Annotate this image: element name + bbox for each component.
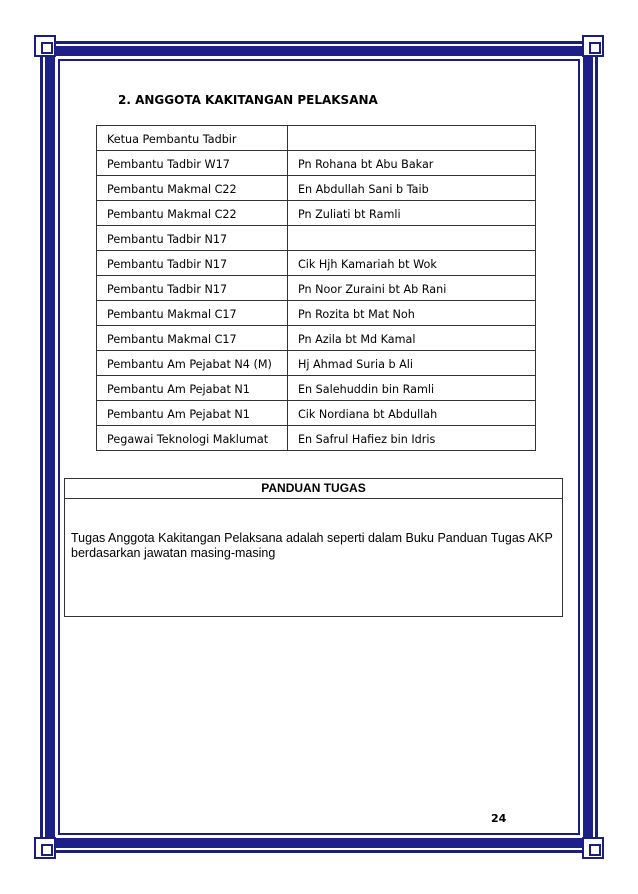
table-row	[97, 326, 536, 351]
corner-ornament-top-left	[34, 35, 56, 57]
section-title: 2. ANGGOTA KAKITANGAN PELAKSANA	[118, 93, 378, 107]
corner-ornament-top-right	[582, 35, 604, 57]
role-cell: Pembantu Makmal C17	[97, 301, 288, 326]
table-row	[97, 426, 536, 451]
name-cell: Pn Zuliati bt Ramli	[287, 201, 535, 226]
role-cell: Pembantu Makmal C17	[97, 326, 288, 351]
name-cell: Hj Ahmad Suria b Ali	[287, 351, 535, 376]
role-cell: Pembantu Tadbir N17	[97, 226, 288, 251]
name-cell: Pn Azila bt Md Kamal	[287, 326, 535, 351]
role-cell: Pembantu Am Pejabat N1	[97, 401, 288, 426]
name-cell: Cik Hjh Kamariah bt Wok	[287, 251, 535, 276]
role-cell: Pembantu Tadbir N17	[97, 276, 288, 301]
role-cell: Pembantu Makmal C22	[97, 176, 288, 201]
name-cell: En Safrul Hafiez bin Idris	[287, 426, 535, 451]
role-cell: Pembantu Am Pejabat N4 (M)	[97, 351, 288, 376]
name-cell: Pn Noor Zuraini bt Ab Rani	[287, 276, 535, 301]
corner-ornament-bottom-right	[582, 837, 604, 859]
name-cell: Cik Nordiana bt Abdullah	[287, 401, 535, 426]
role-cell: Pembantu Am Pejabat N1	[97, 376, 288, 401]
name-cell	[287, 226, 535, 251]
name-cell: Pn Rohana bt Abu Bakar	[287, 151, 535, 176]
role-cell: Pegawai Teknologi Maklumat	[97, 426, 288, 451]
table-row	[97, 226, 536, 251]
name-cell: En Salehuddin bin Ramli	[287, 376, 535, 401]
table-row	[97, 151, 536, 176]
table-row	[97, 176, 536, 201]
table-row	[97, 401, 536, 426]
table-row	[97, 276, 536, 301]
corner-ornament-bottom-left	[34, 837, 56, 859]
name-cell: En Abdullah Sani b Taib	[287, 176, 535, 201]
staff-table	[96, 125, 536, 451]
name-cell: Pn Rozita bt Mat Noh	[287, 301, 535, 326]
role-cell: Pembantu Tadbir W17	[97, 151, 288, 176]
role-cell: Pembantu Tadbir N17	[97, 251, 288, 276]
table-row	[97, 376, 536, 401]
table-row	[97, 301, 536, 326]
table-row	[97, 201, 536, 226]
table-row	[97, 351, 536, 376]
panduan-title: PANDUAN TUGAS	[65, 479, 562, 499]
role-cell: Pembantu Makmal C22	[97, 201, 288, 226]
role-cell: Ketua Pembantu Tadbir	[97, 126, 288, 151]
table-row	[97, 126, 536, 151]
panduan-body: Tugas Anggota Kakitangan Pelaksana adalah seperti dalam Buku Panduan Tugas AKP berdasarkan jawatan masing-masing	[71, 531, 553, 560]
panduan-tugas-box	[64, 478, 563, 617]
name-cell	[287, 126, 535, 151]
table-row	[97, 251, 536, 276]
page-number: 24	[491, 812, 507, 825]
